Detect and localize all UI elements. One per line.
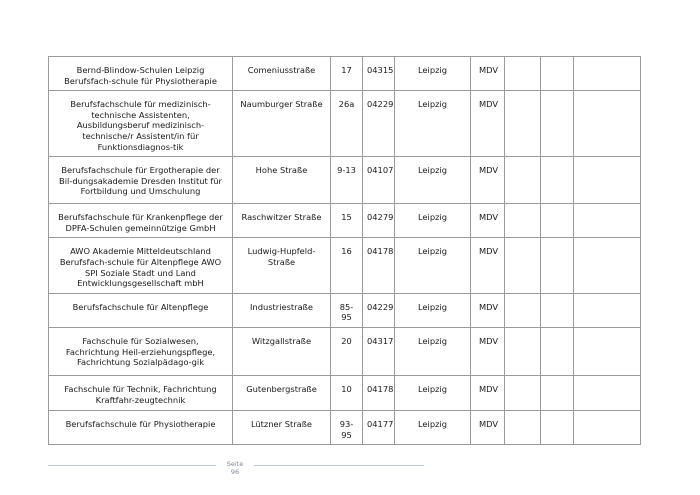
table-row [49, 238, 641, 293]
transport-operator-cell: MDV [471, 157, 505, 204]
empty-cell [505, 327, 541, 375]
empty-cell [541, 410, 574, 444]
empty-cell [574, 375, 641, 410]
house-number-cell: 85-95 [331, 293, 363, 327]
page-label-text: Seite [226, 460, 244, 468]
street-cell: Gutenbergstraße [233, 375, 331, 410]
table-row [49, 410, 641, 444]
empty-cell [574, 293, 641, 327]
empty-cell [541, 327, 574, 375]
empty-cell [505, 157, 541, 204]
postal-code-cell: 04279 [363, 204, 395, 238]
empty-cell [505, 238, 541, 293]
table-row [49, 327, 641, 375]
street-cell: Hohe Straße [233, 157, 331, 204]
postal-code-cell: 04178 [363, 238, 395, 293]
empty-cell [574, 327, 641, 375]
school-name-cell: Berufsfachschule für Krankenpflege der DPFA-Schulen gemeinnützige GmbH [49, 204, 233, 238]
postal-code-cell: 04107 [363, 157, 395, 204]
empty-cell [505, 91, 541, 157]
city-cell: Leipzig [395, 157, 471, 204]
city-cell: Leipzig [395, 375, 471, 410]
empty-cell [541, 375, 574, 410]
transport-operator-cell: MDV [471, 293, 505, 327]
empty-cell [574, 157, 641, 204]
house-number-cell: 10 [331, 375, 363, 410]
empty-cell [574, 238, 641, 293]
table-body [49, 57, 641, 445]
transport-operator-cell: MDV [471, 204, 505, 238]
transport-operator-cell: MDV [471, 327, 505, 375]
page-number-label [218, 460, 252, 476]
city-cell: Leipzig [395, 410, 471, 444]
city-cell: Leipzig [395, 91, 471, 157]
page-number: 96 [230, 468, 240, 476]
table-row [49, 157, 641, 204]
street-cell: Naumburger Straße [233, 91, 331, 157]
street-cell: Ludwig-Hupfeld-Straße [233, 238, 331, 293]
street-cell: Comeniusstraße [233, 57, 331, 91]
postal-code-cell: 04315 [363, 57, 395, 91]
table-row [49, 57, 641, 91]
school-name-cell: Berufsfachschule für Ergotherapie der Bil-dungsakademie Dresden Institut für Fortbildung und Umschulung [49, 157, 233, 204]
street-cell: Lützner Straße [233, 410, 331, 444]
table-row [49, 375, 641, 410]
empty-cell [505, 57, 541, 91]
empty-cell [505, 204, 541, 238]
school-name-cell: Berufsfachschule für medizinisch-technische Assistenten, Ausbildungsberuf medizinisch-technische/r Assistent/in für Funktionsdiagnos-tik [49, 91, 233, 157]
house-number-cell: 9-13 [331, 157, 363, 204]
school-name-cell: Bernd-Blindow-Schulen Leipzig Berufsfach-schule für Physiotherapie [49, 57, 233, 91]
table-row [49, 293, 641, 327]
empty-cell [541, 293, 574, 327]
postal-code-cell: 04317 [363, 327, 395, 375]
street-cell: Industriestraße [233, 293, 331, 327]
empty-cell [541, 157, 574, 204]
house-number-cell: 26a [331, 91, 363, 157]
street-cell: Raschwitzer Straße [233, 204, 331, 238]
transport-operator-cell: MDV [471, 238, 505, 293]
postal-code-cell: 04229 [363, 293, 395, 327]
city-cell: Leipzig [395, 327, 471, 375]
empty-cell [574, 410, 641, 444]
postal-code-cell: 04229 [363, 91, 395, 157]
empty-cell [541, 57, 574, 91]
table-row [49, 204, 641, 238]
school-name-cell: AWO Akademie Mitteldeutschland Berufsfach-schule für Altenpflege AWO SPI Soziale Stadt und Land Entwicklungsgesellschaft mbH [49, 238, 233, 293]
school-name-cell: Fachschule für Sozialwesen, Fachrichtung Heil-erziehungspflege, Fachrichtung Sozialpädago-gik [49, 327, 233, 375]
city-cell: Leipzig [395, 57, 471, 91]
street-cell: Witzgallstraße [233, 327, 331, 375]
house-number-cell: 16 [331, 238, 363, 293]
empty-cell [574, 57, 641, 91]
table-row [49, 91, 641, 157]
house-number-cell: 17 [331, 57, 363, 91]
empty-cell [505, 293, 541, 327]
empty-cell [505, 410, 541, 444]
transport-operator-cell: MDV [471, 91, 505, 157]
transport-operator-cell: MDV [471, 410, 505, 444]
empty-cell [541, 91, 574, 157]
empty-cell [541, 238, 574, 293]
postal-code-cell: 04177 [363, 410, 395, 444]
transport-operator-cell: MDV [471, 57, 505, 91]
empty-cell [574, 91, 641, 157]
empty-cell [505, 375, 541, 410]
city-cell: Leipzig [395, 238, 471, 293]
schools-table [48, 56, 641, 445]
transport-operator-cell: MDV [471, 375, 505, 410]
footer-line-right [254, 465, 424, 466]
school-name-cell: Berufsfachschule für Physiotherapie [49, 410, 233, 444]
postal-code-cell: 04178 [363, 375, 395, 410]
empty-cell [574, 204, 641, 238]
empty-cell [541, 204, 574, 238]
city-cell: Leipzig [395, 293, 471, 327]
house-number-cell: 15 [331, 204, 363, 238]
city-cell: Leipzig [395, 204, 471, 238]
house-number-cell: 93-95 [331, 410, 363, 444]
footer-line-left [48, 465, 216, 466]
house-number-cell: 20 [331, 327, 363, 375]
school-name-cell: Berufsfachschule für Altenpflege [49, 293, 233, 327]
school-name-cell: Fachschule für Technik, Fachrichtung Kraftfahr-zeugtechnik [49, 375, 233, 410]
